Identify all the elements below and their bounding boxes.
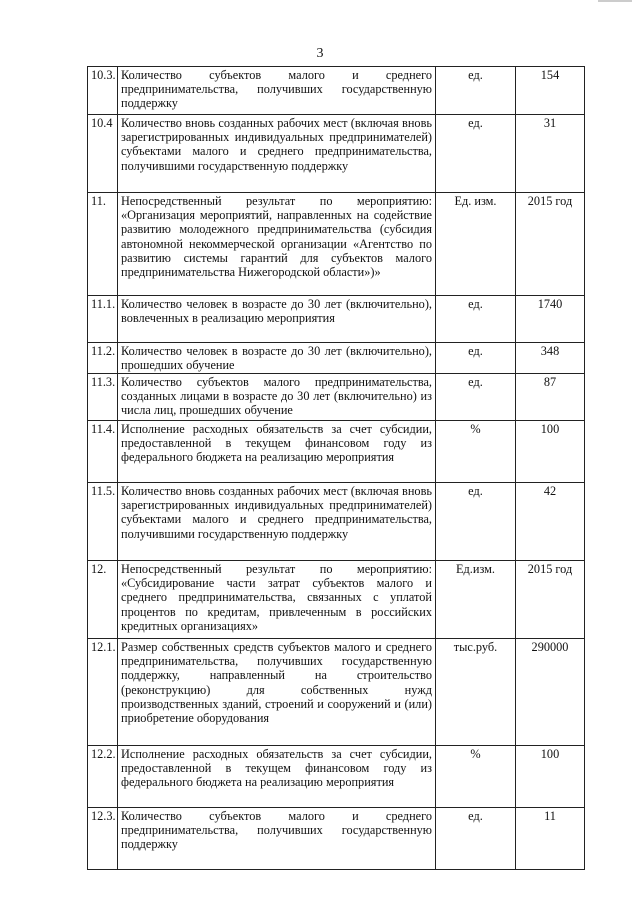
row-description: Непосредственный результат по мероприятию: «Организация мероприятий, направленных на содействие развитию молодежного предпринимательства (субсидия автономной некоммерческой организации «Агентство по развитию системы гарантий для субъектов малого предпринимательства Нижегородской области»)» — [118, 193, 436, 296]
row-value: 348 — [516, 343, 585, 374]
scan-speck — [598, 0, 632, 2]
row-number: 11.4. — [88, 421, 118, 483]
row-description: Количество человек в возрасте до 30 лет (включительно), вовлеченных в реализацию мероприятия — [118, 296, 436, 343]
row-value: 100 — [516, 421, 585, 483]
row-unit: ед. — [436, 67, 516, 115]
row-unit: Ед. изм. — [436, 193, 516, 296]
row-description: Количество человек в возрасте до 30 лет (включительно), прошедших обучение — [118, 343, 436, 374]
row-number: 11. — [88, 193, 118, 296]
table-row — [88, 374, 585, 421]
table-row — [88, 746, 585, 808]
row-number: 10.4 — [88, 115, 118, 193]
row-description: Исполнение расходных обязательств за счет субсидии, предоставленной в текущем финансовом году из федерального бюджета на реализацию мероприятия — [118, 746, 436, 808]
table-row — [88, 561, 585, 639]
row-number: 12. — [88, 561, 118, 639]
row-description: Количество субъектов малого предпринимательства, созданных лицами в возрасте до 30 лет (включительно) из числа лиц, прошедших обучение — [118, 374, 436, 421]
row-description: Исполнение расходных обязательств за счет субсидии, предоставленной в текущем финансовом году из федерального бюджета на реализацию мероприятия — [118, 421, 436, 483]
row-value: 42 — [516, 483, 585, 561]
row-description: Непосредственный результат по мероприятию: «Субсидирование части затрат субъектов малого и среднего предпринимательства, связанных с уплатой процентов по кредитам, привлеченным в российских кредитных организациях» — [118, 561, 436, 639]
row-unit: % — [436, 746, 516, 808]
row-value: 154 — [516, 67, 585, 115]
row-unit: ед. — [436, 374, 516, 421]
table-row — [88, 193, 585, 296]
table-row — [88, 639, 585, 746]
row-description: Количество субъектов малого и среднего предпринимательства, получивших государственную поддержку — [118, 67, 436, 115]
row-value: 290000 — [516, 639, 585, 746]
row-unit: ед. — [436, 115, 516, 193]
row-unit: ед. — [436, 483, 516, 561]
indicators-table — [87, 66, 585, 870]
row-number: 12.2. — [88, 746, 118, 808]
table-row — [88, 343, 585, 374]
row-number: 11.1. — [88, 296, 118, 343]
row-description: Количество субъектов малого и среднего предпринимательства, получивших государственную поддержку — [118, 808, 436, 870]
row-unit: Ед.изм. — [436, 561, 516, 639]
table-row — [88, 67, 585, 115]
row-value: 87 — [516, 374, 585, 421]
row-number: 11.2. — [88, 343, 118, 374]
row-number: 11.5. — [88, 483, 118, 561]
row-description: Количество вновь созданных рабочих мест (включая вновь зарегистрированных индивидуальных предпринимателей) субъектами малого и среднего предпринимательства, получившими государственную поддержку — [118, 483, 436, 561]
row-number: 11.3. — [88, 374, 118, 421]
table-row — [88, 483, 585, 561]
row-unit: ед. — [436, 808, 516, 870]
row-value: 11 — [516, 808, 585, 870]
row-unit: тыс.руб. — [436, 639, 516, 746]
row-value: 31 — [516, 115, 585, 193]
row-description: Размер собственных средств субъектов малого и среднего предпринимательства, получивших государственную поддержку, направленный на строительство (реконструкцию) для собственных нужд производственных зданий, строений и сооружений и (или) приобретение оборудования — [118, 639, 436, 746]
page-number: 3 — [316, 46, 324, 61]
row-number: 10.3. — [88, 67, 118, 115]
table-row — [88, 296, 585, 343]
row-value: 1740 — [516, 296, 585, 343]
table-row — [88, 115, 585, 193]
table-row — [88, 421, 585, 483]
row-number: 12.1. — [88, 639, 118, 746]
table-row — [88, 808, 585, 870]
row-unit: ед. — [436, 296, 516, 343]
row-value: 2015 год — [516, 561, 585, 639]
row-unit: % — [436, 421, 516, 483]
row-number: 12.3. — [88, 808, 118, 870]
row-description: Количество вновь созданных рабочих мест (включая вновь зарегистрированных индивидуальных предпринимателей) субъектами малого и среднего предпринимательства, получившими государственную поддержку — [118, 115, 436, 193]
row-value: 100 — [516, 746, 585, 808]
row-value: 2015 год — [516, 193, 585, 296]
row-unit: ед. — [436, 343, 516, 374]
